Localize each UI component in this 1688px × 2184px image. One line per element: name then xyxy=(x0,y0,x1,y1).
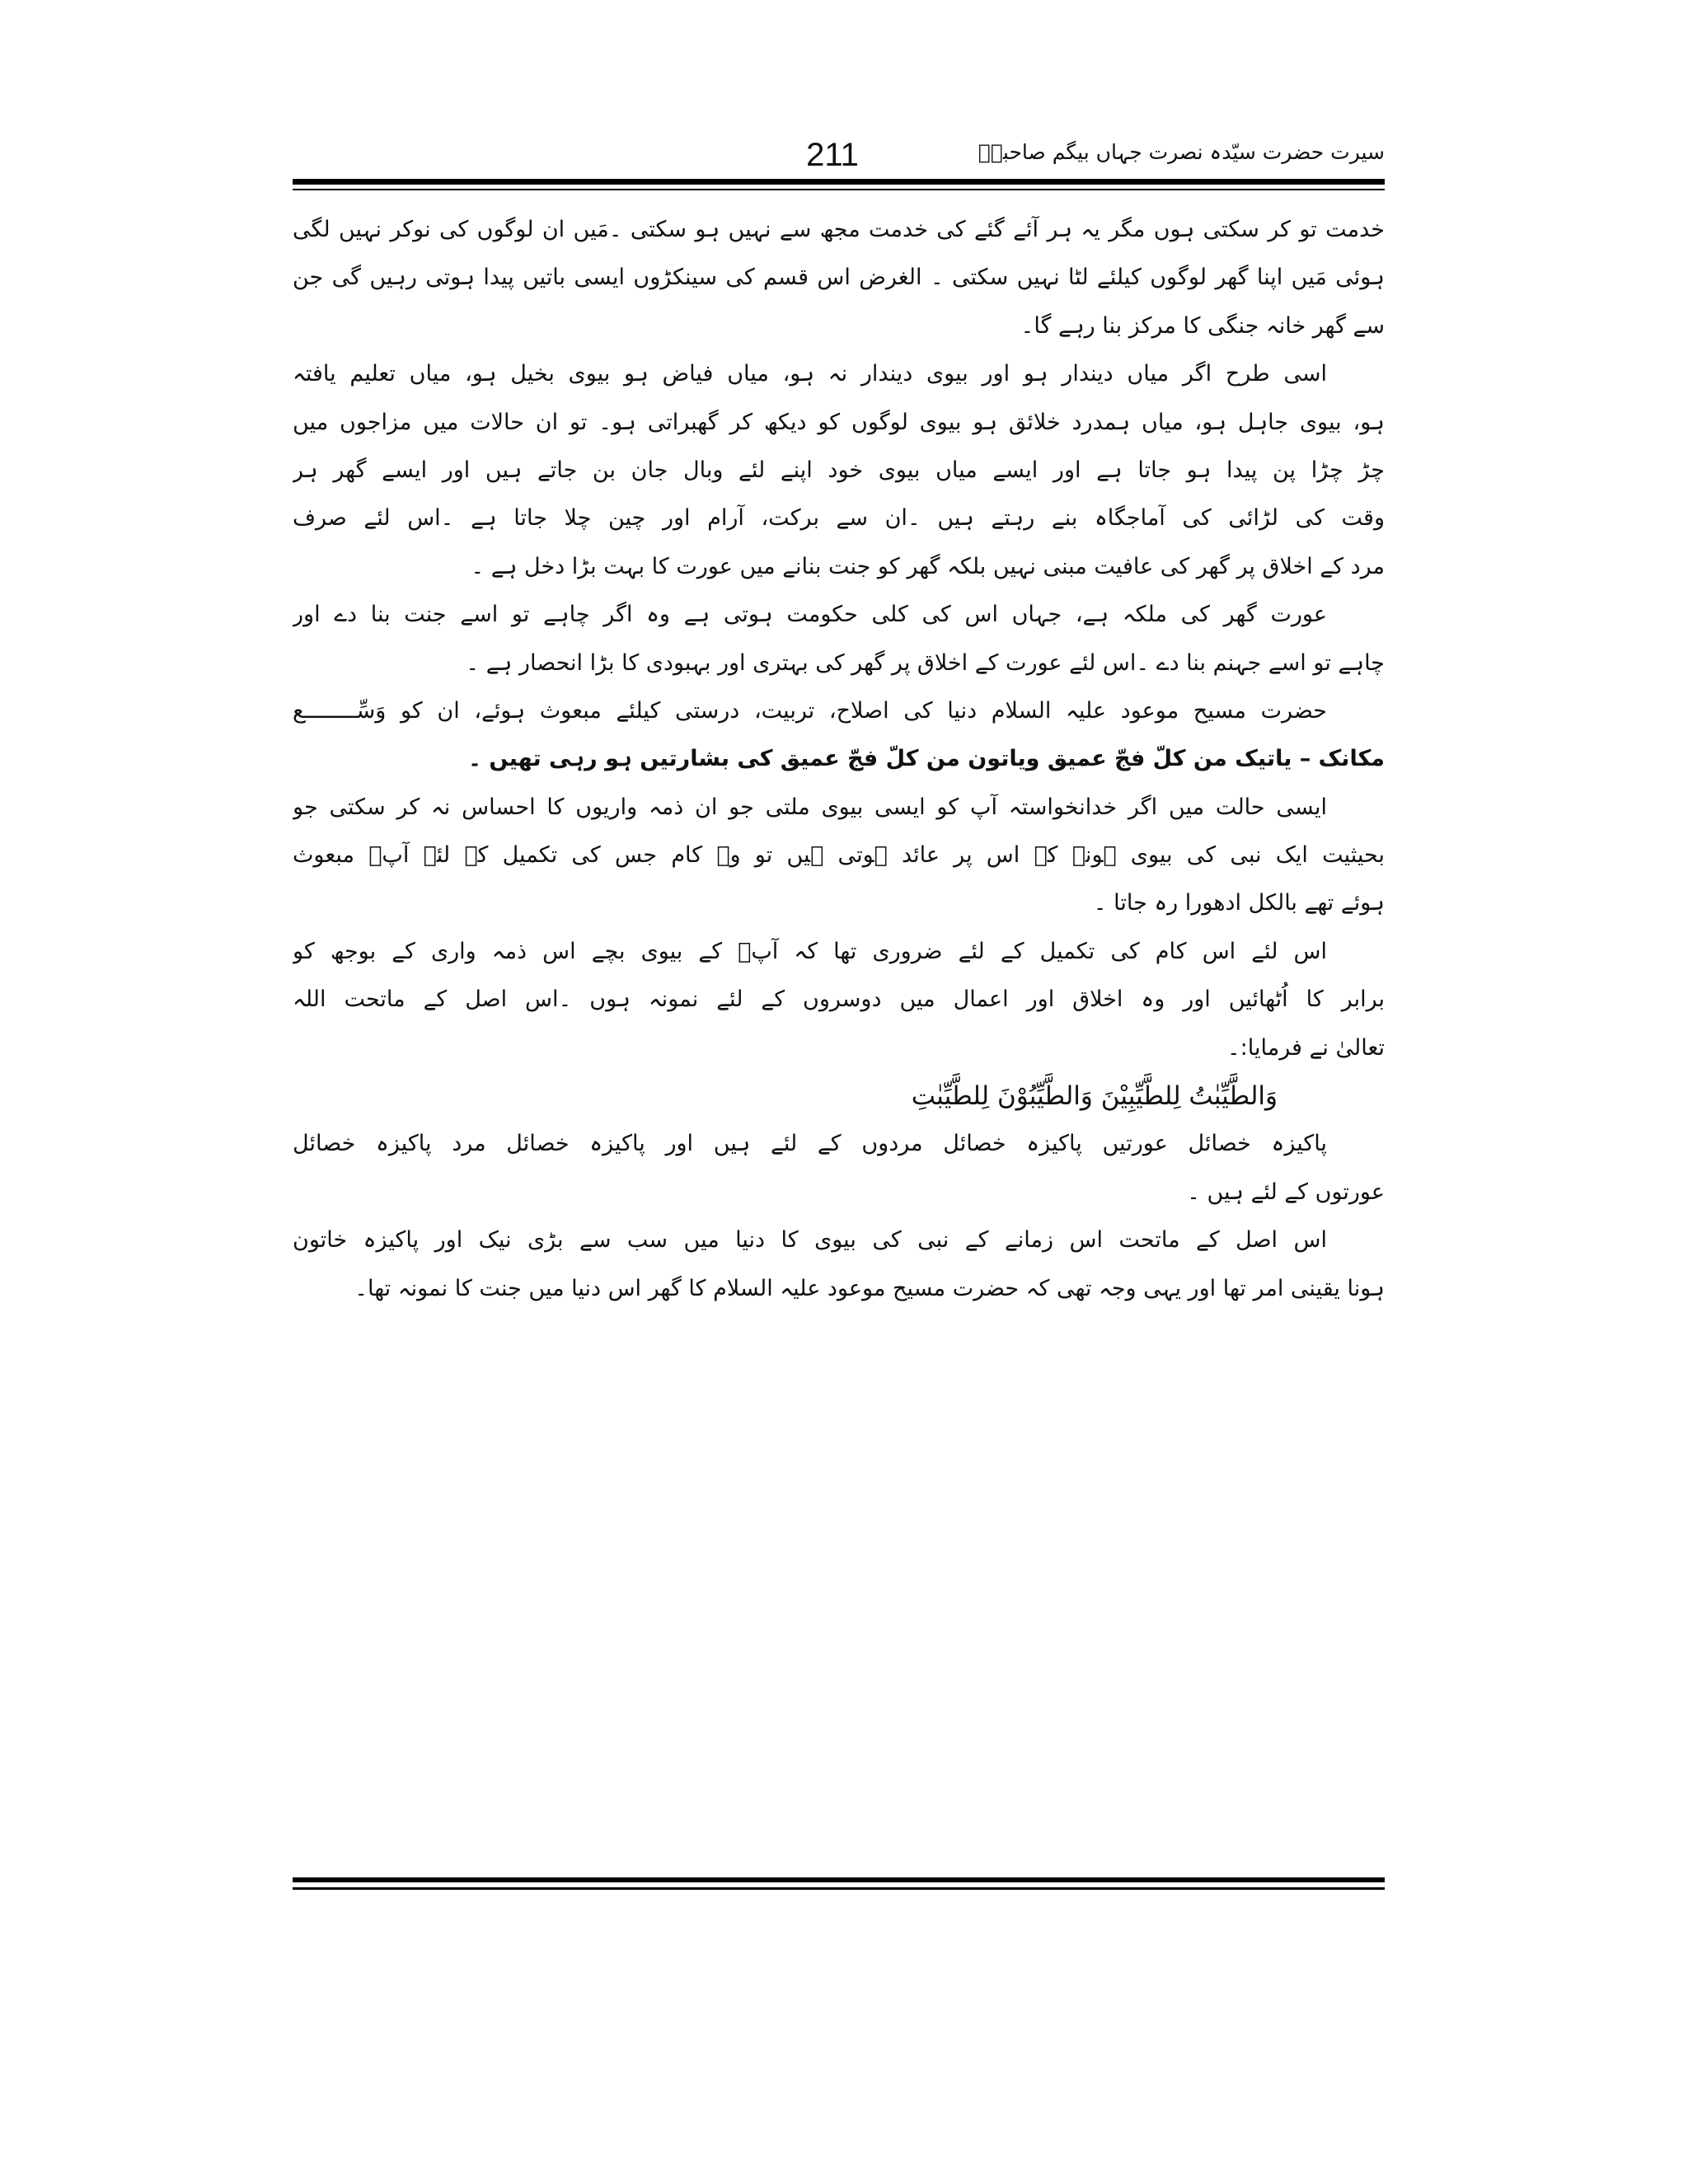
header-rule-thin xyxy=(293,189,1385,190)
header-rule-thick xyxy=(293,179,1385,185)
text-line: ہوئی مَیں اپنا گھر لوگوں کیلئے لٹا نہیں سکتی ۔ الغرض اس قسم کی سینکڑوں ایسی باتیں پیدا ہوتی رہیں گی جن xyxy=(293,265,1385,291)
footer-rule-thin xyxy=(293,1887,1385,1890)
text-line: ایسی حالت میں اگر خدانخواستہ آپ کو ایسی بیوی ملتی جو ان ذمہ واریوں کا احساس نہ کر سکتی جو xyxy=(293,794,1327,820)
footer-rule-thick xyxy=(293,1877,1385,1882)
text-line: اسی طرح اگر میاں دیندار ہو اور بیوی دیندار نہ ہو، میاں فیاض ہو بیوی بخیل ہو، میاں تعلیم یافتہ xyxy=(293,361,1327,387)
page-number: 211 xyxy=(806,137,859,173)
text-line: ہو، بیوی جاہل ہو، میاں ہمدرد خلائق ہو بیوی لوگوں کو دیکھ کر گھبراتی ہو۔ تو ان حالات میں مزاجوں میں xyxy=(293,409,1385,435)
text-line: بحیثیت ایک نبی کی بیوی ہونے کے اس پر عائد ہوتی ہیں تو وہ کام جس کی تکمیل کے لئے آپؑ مبعوث xyxy=(293,842,1385,869)
text-line: مرد کے اخلاق پر گھر کی عافیت مبنی نہیں بلکہ گھر کو جنت بنانے میں عورت کا بہت بڑا دخل ہے ۔ xyxy=(471,553,1385,579)
text-line: عورتوں کے لئے ہیں ۔ xyxy=(1187,1179,1385,1205)
text-line: چاہے تو اسے جہنم بنا دے ۔اس لئے عورت کے اخلاق پر گھر کی بہتری اور بہبودی کا بڑا انحصار ہے ۔ xyxy=(466,649,1385,676)
text-line: تعالیٰ نے فرمایا:۔ xyxy=(1226,1034,1385,1061)
text-line: خدمت تو کر سکتی ہوں مگر یہ ہر آئے گئے کی خدمت مجھ سے نہیں ہو سکتی ۔مَیں ان لوگوں کی نوکر نہیں لگی xyxy=(293,217,1385,242)
text-line: ہوئے تھے بالکل ادھورا رہ جاتا ۔ xyxy=(1093,890,1385,916)
text-line: حضرت مسیح موعود علیہ السلام دنیا کی اصلاح، تربیت، درستی کیلئے مبعوث ہوئے، ان کو وَسِّــــــــع xyxy=(293,697,1327,724)
text-line: سے گھر خانہ جنگی کا مرکز بنا رہے گا۔ xyxy=(1020,312,1385,339)
running-title: سیرت حضرت سیّدہ نصرت جہاں بیگم صاحبہؓ xyxy=(978,140,1385,164)
text-line: اس اصل کے ماتحت اس زمانے کے نبی کی بیوی کا دنیا میں سب سے بڑی نیک اور پاکیزہ خاتون xyxy=(293,1227,1327,1254)
text-line: مکانک – یاتیک من کلّ فجّ عمیق ویاتون من کلّ فجّ عمیق کی بشارتیں ہو رہی تھیں ۔ xyxy=(468,746,1385,772)
page-body xyxy=(293,206,1385,1313)
text-line: عورت گھر کی ملکہ ہے، جہاں اس کی کلی حکومت ہوتی ہے وہ اگر چاہے تو اسے جنت بنا دے اور xyxy=(293,602,1327,628)
text-line: برابر کا اُٹھائیں اور وہ اخلاق اور اعمال میں دوسروں کے لئے نمونہ ہوں ۔اس اصل کے ماتحت اللہ xyxy=(293,987,1385,1013)
text-line: چڑ چڑا پن پیدا ہو جاتا ہے اور ایسے میاں بیوی خود اپنے لئے وبال جان بن جاتے ہیں اور ایسے گھر ہر xyxy=(293,457,1385,483)
text-line: ہونا یقینی امر تھا اور یہی وجہ تھی کہ حضرت مسیح موعود علیہ السلام کا گھر اس دنیا میں جنت کا نمونہ تھا۔ xyxy=(354,1275,1385,1301)
text-line: وقت کی لڑائی کی آماجگاہ بنے رہتے ہیں ۔ان سے برکت، آرام اور چین چلا جاتا ہے ۔اس لئے صرف xyxy=(293,505,1385,532)
page-header xyxy=(288,128,1385,177)
quran-verse: وَالطَّيِّبٰتُ لِلطَّيِّبِيْنَ وَالطَّيِّبُوْنَ لِلطَّيِّبٰتِ xyxy=(911,1081,1278,1112)
text-line: پاکیزہ خصائل عورتیں پاکیزہ خصائل مردوں کے لئے ہیں اور پاکیزہ خصائل مرد پاکیزہ خصائل xyxy=(293,1131,1327,1157)
text-line: اس لئے اس کام کی تکمیل کے لئے ضروری تھا کہ آپؑ کے بیوی بچے اس ذمہ واری کے بوجھ کو xyxy=(293,938,1327,964)
